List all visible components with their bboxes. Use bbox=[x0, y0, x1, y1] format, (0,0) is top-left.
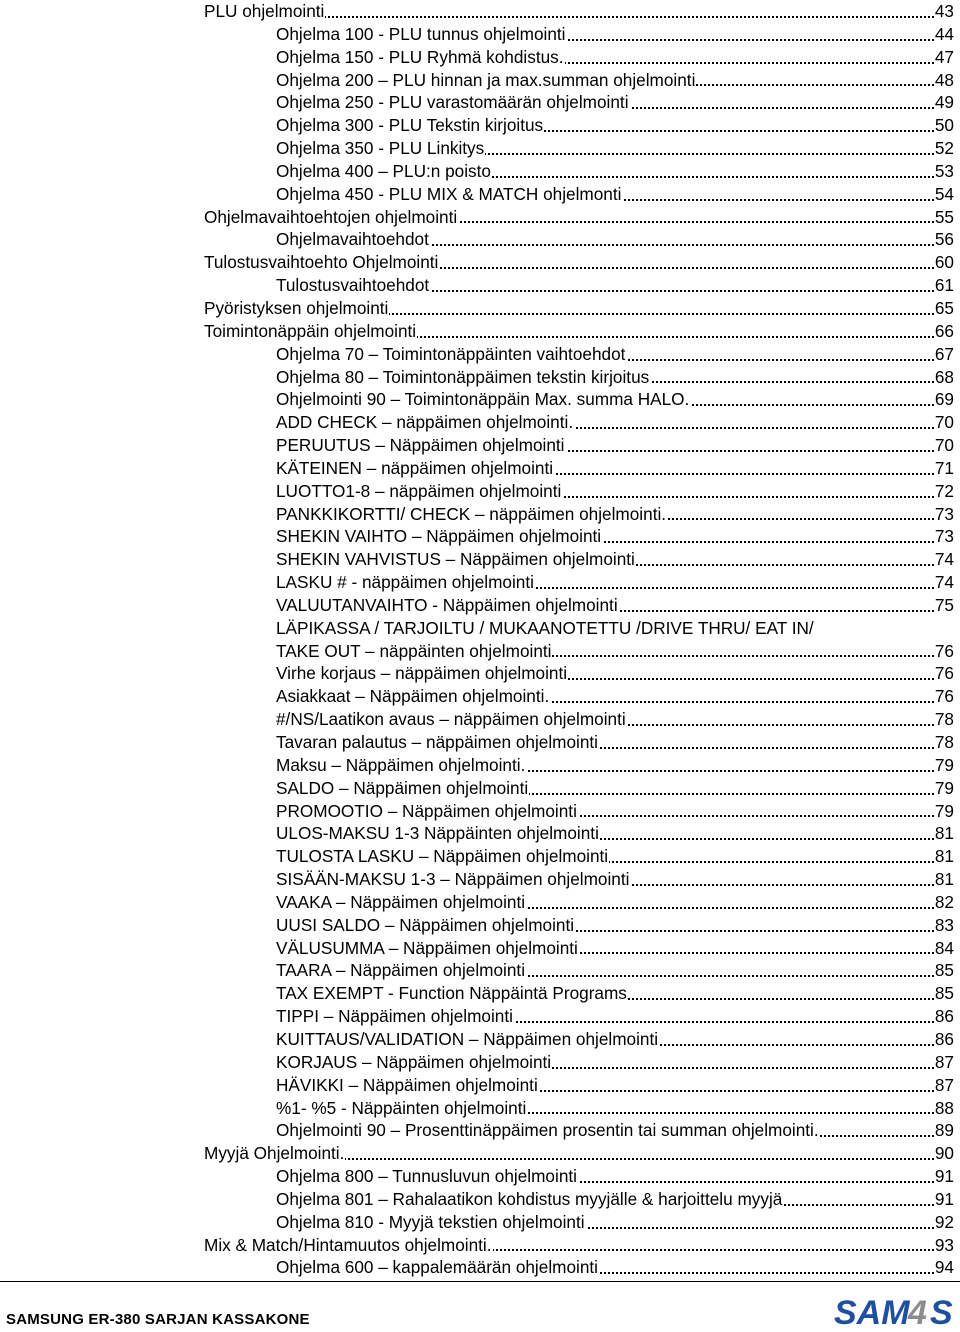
toc-page-number: 50 bbox=[934, 115, 954, 136]
toc-page-number: 65 bbox=[934, 297, 954, 318]
toc-entry[interactable] bbox=[276, 845, 954, 868]
toc-page-number: 85 bbox=[934, 983, 954, 1004]
toc-entry[interactable] bbox=[276, 937, 954, 960]
toc-entry[interactable] bbox=[276, 114, 954, 137]
toc-entry[interactable] bbox=[276, 777, 954, 800]
toc-entry[interactable] bbox=[276, 69, 954, 92]
logo-s-text: S bbox=[930, 1294, 953, 1332]
toc-entry-title: Ohjelmointi 90 – Prosenttinäppäimen prosentin tai summan ohjelmointi. bbox=[276, 1120, 819, 1141]
toc-entry[interactable] bbox=[276, 1051, 954, 1074]
toc-entry[interactable] bbox=[276, 754, 954, 777]
toc-page-number: 82 bbox=[934, 891, 954, 912]
toc-entry[interactable] bbox=[276, 23, 954, 46]
toc-entry[interactable] bbox=[276, 571, 954, 594]
toc-page-number: 67 bbox=[934, 343, 954, 364]
toc-entry[interactable] bbox=[276, 1097, 954, 1120]
toc-entry-title: Ohjelma 100 - PLU tunnus ohjelmointi bbox=[276, 23, 566, 44]
toc-entry[interactable] bbox=[276, 982, 954, 1005]
toc-entry[interactable] bbox=[276, 1188, 954, 1211]
toc-entry[interactable] bbox=[276, 617, 954, 663]
toc-page-number: 69 bbox=[934, 389, 954, 410]
toc-page-number: 91 bbox=[934, 1166, 954, 1187]
toc-page-number: 44 bbox=[934, 23, 954, 44]
table-of-contents bbox=[204, 0, 954, 1279]
toc-page-number: 73 bbox=[934, 526, 954, 547]
toc-entry-title: Ohjelmavaihtoehtojen ohjelmointi bbox=[204, 206, 458, 227]
toc-page-number: 78 bbox=[934, 732, 954, 752]
toc-entry[interactable] bbox=[276, 959, 954, 982]
toc-entry-title: Ohjelmavaihtoehdot bbox=[276, 229, 429, 250]
toc-entry[interactable] bbox=[276, 868, 954, 891]
toc-entry[interactable] bbox=[276, 594, 954, 617]
footer-title: SAMSUNG ER-380 SARJAN KASSAKONE bbox=[6, 1311, 310, 1328]
toc-page-number: 55 bbox=[934, 206, 954, 227]
toc-entry-title: HÄVIKKI – Näppäimen ohjelmointi bbox=[276, 1074, 538, 1095]
toc-entry-title: Mix & Match/Hintamuutos ohjelmointi. bbox=[204, 1234, 492, 1255]
toc-entry[interactable] bbox=[276, 800, 954, 823]
toc-entry-title: PLU ohjelmointi bbox=[204, 1, 325, 21]
toc-entry-title: TAARA – Näppäimen ohjelmointi bbox=[276, 960, 526, 981]
toc-page-number: 61 bbox=[934, 275, 954, 296]
toc-page-number: 91 bbox=[934, 1188, 954, 1209]
toc-entry[interactable] bbox=[276, 503, 954, 526]
toc-entry[interactable] bbox=[276, 160, 954, 183]
toc-page-number: 76 bbox=[934, 640, 954, 661]
toc-entry[interactable] bbox=[276, 480, 954, 503]
toc-entry[interactable] bbox=[276, 183, 954, 206]
toc-page-number: 72 bbox=[934, 480, 954, 501]
toc-page-number: 81 bbox=[934, 846, 954, 867]
toc-page-number: 47 bbox=[934, 46, 954, 67]
toc-entry[interactable] bbox=[276, 137, 954, 160]
toc-page-number: 88 bbox=[934, 1097, 954, 1118]
toc-entry-title: VALUUTANVAIHTO - Näppäimen ohjelmointi bbox=[276, 594, 618, 615]
toc-entry-title-line1: LÄPIKASSA / TARJOILTU / MUKAANOTETTU /DRIVE THRU/ EAT IN/ bbox=[276, 617, 814, 638]
toc-entry-title: VAAKA – Näppäimen ohjelmointi bbox=[276, 891, 526, 912]
toc-page-number: 60 bbox=[934, 252, 954, 273]
toc-entry-title: ULOS-MAKSU 1-3 Näppäinten ohjelmointi bbox=[276, 823, 599, 844]
logo-4-text: 4 bbox=[908, 1294, 927, 1332]
toc-page-number: 53 bbox=[934, 160, 954, 181]
toc-entry[interactable] bbox=[276, 1165, 954, 1188]
toc-entry-title: Myyjä Ohjelmointi. bbox=[204, 1143, 345, 1164]
toc-entry[interactable] bbox=[276, 1119, 954, 1142]
toc-page-number: 79 bbox=[934, 754, 954, 775]
toc-page-number: 87 bbox=[934, 1051, 954, 1072]
toc-entry-title: Ohjelmointi 90 – Toimintonäppäin Max. summa HALO. bbox=[276, 389, 690, 410]
toc-page-number: 89 bbox=[934, 1120, 954, 1141]
toc-entry-title: SHEKIN VAHVISTUS – Näppäimen ohjelmointi bbox=[276, 549, 635, 570]
toc-entry-title: VÄLUSUMMA – Näppäimen ohjelmointi bbox=[276, 937, 578, 958]
toc-entry-title: Ohjelma 800 – Tunnusluvun ohjelmointi bbox=[276, 1166, 577, 1187]
toc-page-number: 87 bbox=[934, 1074, 954, 1095]
toc-entry-title: TIPPI – Näppäimen ohjelmointi bbox=[276, 1006, 513, 1027]
toc-entry-title: Ohjelma 150 - PLU Ryhmä kohdistus. bbox=[276, 46, 564, 67]
toc-entry[interactable] bbox=[204, 0, 954, 23]
toc-entry[interactable] bbox=[276, 46, 954, 69]
toc-entry-title: %1- %5 - Näppäinten ohjelmointi bbox=[276, 1097, 527, 1118]
toc-entry-title: Pyöristyksen ohjelmointi bbox=[204, 297, 389, 318]
toc-entry[interactable] bbox=[276, 548, 954, 571]
toc-entry-title-line2: TAKE OUT – näppäinten ohjelmointi bbox=[276, 640, 552, 661]
toc-entry-title: Ohjelma 80 – Toimintonäppäimen tekstin kirjoitus bbox=[276, 366, 650, 387]
toc-entry-title: KÄTEINEN – näppäimen ohjelmointi bbox=[276, 457, 554, 478]
toc-page-number: 81 bbox=[934, 823, 954, 844]
toc-page-number: 43 bbox=[934, 1, 954, 21]
toc-entry[interactable] bbox=[276, 1005, 954, 1028]
toc-entry[interactable] bbox=[204, 297, 954, 320]
toc-entry[interactable] bbox=[204, 1142, 954, 1165]
toc-entry-title: Ohjelma 400 – PLU:n poisto bbox=[276, 160, 491, 181]
toc-entry-title: TULOSTA LASKU – Näppäimen ohjelmointi bbox=[276, 846, 609, 867]
toc-entry-title: Ohjelma 200 – PLU hinnan ja max.summan ohjelmointi bbox=[276, 69, 696, 90]
toc-entry-title: Ohjelma 450 - PLU MIX & MATCH ohjelmonti bbox=[276, 183, 622, 204]
toc-page-number: 49 bbox=[934, 92, 954, 113]
toc-entry-title: PROMOOTIO – Näppäimen ohjelmointi bbox=[276, 800, 577, 821]
toc-page-number: 90 bbox=[934, 1143, 954, 1164]
toc-page-number: 92 bbox=[934, 1211, 954, 1232]
toc-page-number: 83 bbox=[934, 914, 954, 935]
toc-page-number: 79 bbox=[934, 777, 954, 798]
toc-page-number: 76 bbox=[934, 663, 954, 684]
toc-entry-title: SALDO – Näppäimen ohjelmointi bbox=[276, 777, 529, 798]
toc-entry[interactable] bbox=[276, 525, 954, 548]
toc-page-number: 75 bbox=[934, 594, 954, 615]
toc-entry-title: #/NS/Laatikon avaus – näppäimen ohjelmointi bbox=[276, 709, 626, 730]
toc-page-number: 94 bbox=[934, 1257, 954, 1278]
toc-page-number: 76 bbox=[934, 686, 954, 707]
toc-entry-title: LASKU # - näppäimen ohjelmointi bbox=[276, 572, 534, 593]
toc-entry[interactable] bbox=[276, 1211, 954, 1234]
toc-entry-title: SHEKIN VAIHTO – Näppäimen ohjelmointi bbox=[276, 526, 602, 547]
toc-entry[interactable] bbox=[276, 914, 954, 937]
toc-entry[interactable] bbox=[276, 891, 954, 914]
toc-page-number: 66 bbox=[934, 320, 954, 341]
toc-page-number: 93 bbox=[934, 1234, 954, 1255]
toc-page-number: 56 bbox=[934, 229, 954, 250]
toc-entry[interactable] bbox=[276, 388, 954, 411]
toc-entry[interactable] bbox=[276, 457, 954, 480]
toc-entry[interactable] bbox=[276, 685, 954, 708]
toc-entry[interactable] bbox=[276, 228, 954, 251]
toc-entry[interactable] bbox=[276, 662, 954, 685]
toc-page-number: 85 bbox=[934, 960, 954, 981]
toc-entry-title: SISÄÄN-MAKSU 1-3 – Näppäimen ohjelmointi bbox=[276, 869, 630, 890]
footer-divider bbox=[0, 1281, 960, 1282]
toc-entry[interactable] bbox=[276, 1256, 954, 1279]
logo-sam-text: SAM bbox=[834, 1294, 910, 1332]
toc-entry-title: KORJAUS – Näppäimen ohjelmointi bbox=[276, 1051, 552, 1072]
toc-page-number: 79 bbox=[934, 800, 954, 821]
toc-page-number: 48 bbox=[934, 69, 954, 90]
toc-entry[interactable] bbox=[276, 731, 954, 754]
toc-page-number: 68 bbox=[934, 366, 954, 387]
toc-entry[interactable] bbox=[276, 1074, 954, 1097]
toc-entry-title: Tulostusvaihtoehdot bbox=[276, 275, 430, 296]
toc-entry-title: Ohjelma 300 - PLU Tekstin kirjoitus bbox=[276, 115, 544, 136]
toc-entry-title: TAX EXEMPT - Function Näppäintä Programs bbox=[276, 983, 627, 1004]
toc-page-number: 71 bbox=[934, 457, 954, 478]
toc-entry-title: PERUUTUS – Näppäimen ohjelmointi bbox=[276, 435, 565, 456]
toc-page-number: 70 bbox=[934, 412, 954, 433]
toc-entry-title: Tulostusvaihtoehto Ohjelmointi bbox=[204, 252, 439, 273]
toc-entry-title: KUITTAUS/VALIDATION – Näppäimen ohjelmointi bbox=[276, 1028, 659, 1049]
toc-entry[interactable] bbox=[276, 434, 954, 457]
toc-entry[interactable] bbox=[204, 251, 954, 274]
toc-entry[interactable] bbox=[204, 320, 954, 343]
toc-entry[interactable] bbox=[276, 91, 954, 114]
toc-entry[interactable] bbox=[204, 1234, 954, 1257]
toc-entry[interactable] bbox=[276, 411, 954, 434]
toc-entry-title: Ohjelma 250 - PLU varastomäärän ohjelmointi bbox=[276, 92, 629, 113]
toc-page-number: 81 bbox=[934, 869, 954, 890]
toc-entry[interactable] bbox=[276, 1028, 954, 1051]
toc-page-number: 74 bbox=[934, 572, 954, 593]
toc-entry[interactable] bbox=[276, 366, 954, 389]
toc-page-number: 54 bbox=[934, 183, 954, 204]
toc-entry[interactable] bbox=[276, 343, 954, 366]
toc-page-number: 84 bbox=[934, 937, 954, 958]
toc-entry-title: Maksu – Näppäimen ohjelmointi. bbox=[276, 754, 526, 775]
toc-page-number: 78 bbox=[934, 709, 954, 730]
toc-entry-title: Asiakkaat – Näppäimen ohjelmointi. bbox=[276, 686, 550, 707]
toc-page-number: 52 bbox=[934, 138, 954, 159]
toc-entry-title: Tavaran palautus – näppäimen ohjelmointi bbox=[276, 732, 598, 752]
sam4s-logo bbox=[832, 1290, 954, 1332]
toc-entry-title: Ohjelma 801 – Rahalaatikon kohdistus myyjälle & harjoittelu myyjä bbox=[276, 1188, 783, 1209]
toc-entry[interactable] bbox=[276, 274, 954, 297]
toc-entry-title: Ohjelma 350 - PLU Linkitys bbox=[276, 138, 485, 159]
toc-page-number: 74 bbox=[934, 549, 954, 570]
toc-entry[interactable] bbox=[276, 708, 954, 731]
toc-entry-title: PANKKIKORTTI/ CHECK – näppäimen ohjelmointi. bbox=[276, 503, 667, 524]
toc-page-number: 73 bbox=[934, 503, 954, 524]
toc-page-number: 86 bbox=[934, 1028, 954, 1049]
toc-entry[interactable] bbox=[204, 206, 954, 229]
toc-entry-title: Ohjelma 600 – kappalemäärän ohjelmointi bbox=[276, 1257, 598, 1278]
toc-entry[interactable] bbox=[276, 822, 954, 845]
toc-page-number: 86 bbox=[934, 1006, 954, 1027]
toc-page-number: 70 bbox=[934, 435, 954, 456]
toc-entry-title: Ohjelma 70 – Toimintonäppäinten vaihtoehdot bbox=[276, 343, 626, 364]
toc-entry-title: Toimintonäppäin ohjelmointi bbox=[204, 320, 417, 341]
toc-entry-title: LUOTTO1-8 – näppäimen ohjelmointi bbox=[276, 480, 562, 501]
toc-entry-title: UUSI SALDO – Näppäimen ohjelmointi bbox=[276, 914, 575, 935]
toc-entry-title: Ohjelma 810 - Myyjä tekstien ohjelmointi bbox=[276, 1211, 585, 1232]
toc-entry-title: Virhe korjaus – näppäimen ohjelmointi bbox=[276, 663, 568, 684]
toc-entry-title: ADD CHECK – näppäimen ohjelmointi. bbox=[276, 412, 574, 433]
